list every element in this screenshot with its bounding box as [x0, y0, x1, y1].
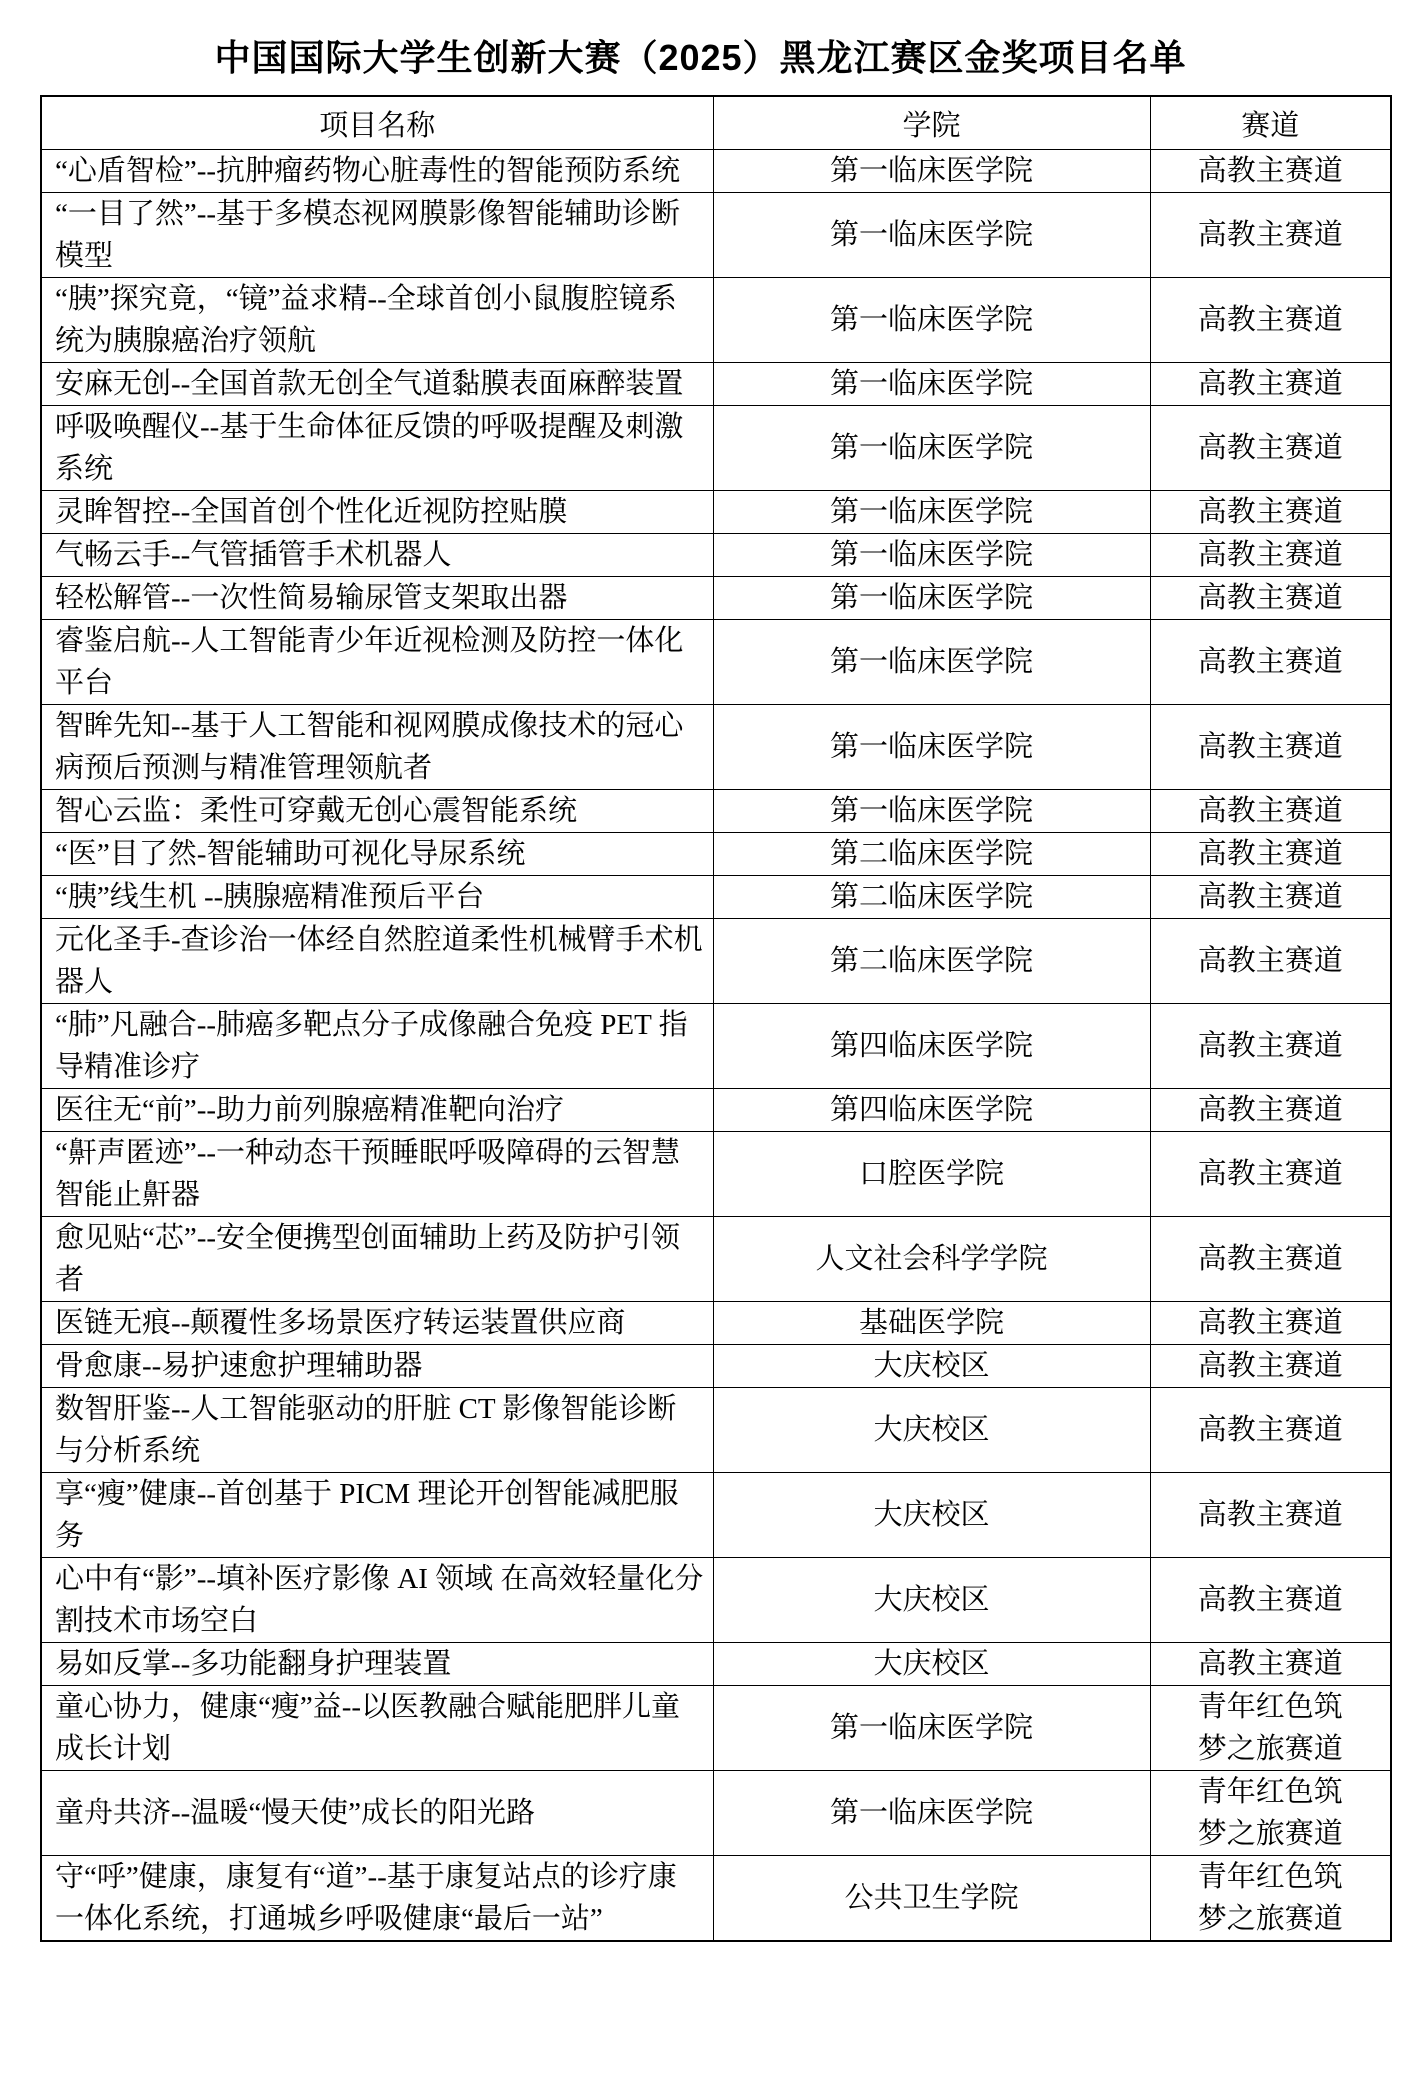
project-name-cell: 童心协力，健康“瘦”益--以医教融合赋能肥胖儿童成长计划 — [41, 1686, 713, 1771]
track-cell: 高教主赛道 — [1150, 790, 1391, 833]
column-header-track: 赛道 — [1150, 96, 1391, 150]
project-name-cell: 童舟共济--温暖“慢天使”成长的阳光路 — [41, 1771, 713, 1856]
project-name-cell: 灵眸智控--全国首创个性化近视防控贴膜 — [41, 491, 713, 534]
project-name-cell: 易如反掌--多功能翻身护理装置 — [41, 1643, 713, 1686]
track-cell: 高教主赛道 — [1150, 193, 1391, 278]
project-name-cell: 享“瘦”健康--首创基于 PICM 理论开创智能减肥服务 — [41, 1473, 713, 1558]
table-row — [41, 1771, 1391, 1856]
table-row — [41, 406, 1391, 491]
track-cell: 高教主赛道 — [1150, 363, 1391, 406]
project-name-cell: “胰”探究竟，“镜”益求精--全球首创小鼠腹腔镜系统为胰腺癌治疗领航 — [41, 278, 713, 363]
project-name-cell: “胰”线生机 --胰腺癌精准预后平台 — [41, 876, 713, 919]
table-row — [41, 1856, 1391, 1942]
college-cell: 第一临床医学院 — [713, 1771, 1150, 1856]
project-name-cell: “一目了然”--基于多模态视网膜影像智能辅助诊断模型 — [41, 193, 713, 278]
college-cell: 第二临床医学院 — [713, 833, 1150, 876]
project-name-cell: “鼾声匿迹”--一种动态干预睡眠呼吸障碍的云智慧智能止鼾器 — [41, 1132, 713, 1217]
project-name-cell: “医”目了然-智能辅助可视化导尿系统 — [41, 833, 713, 876]
track-cell: 高教主赛道 — [1150, 1643, 1391, 1686]
college-cell: 大庆校区 — [713, 1643, 1150, 1686]
college-cell: 大庆校区 — [713, 1558, 1150, 1643]
track-cell: 高教主赛道 — [1150, 278, 1391, 363]
table-row — [41, 620, 1391, 705]
track-cell: 高教主赛道 — [1150, 406, 1391, 491]
column-header-college: 学院 — [713, 96, 1150, 150]
column-header-project-name: 项目名称 — [41, 96, 713, 150]
college-cell: 第一临床医学院 — [713, 278, 1150, 363]
college-cell: 公共卫生学院 — [713, 1856, 1150, 1942]
project-name-cell: 守“呼”健康，康复有“道”--基于康复站点的诊疗康一体化系统，打通城乡呼吸健康“最后一站” — [41, 1856, 713, 1942]
table-row — [41, 1686, 1391, 1771]
college-cell: 第四临床医学院 — [713, 1089, 1150, 1132]
track-cell: 高教主赛道 — [1150, 1004, 1391, 1089]
track-cell: 高教主赛道 — [1150, 833, 1391, 876]
project-name-cell: 安麻无创--全国首款无创全气道黏膜表面麻醉装置 — [41, 363, 713, 406]
college-cell: 第一临床医学院 — [713, 790, 1150, 833]
table-row — [41, 919, 1391, 1004]
track-cell: 高教主赛道 — [1150, 1473, 1391, 1558]
college-cell: 第一临床医学院 — [713, 577, 1150, 620]
project-name-cell: “心盾智检”--抗肿瘤药物心脏毒性的智能预防系统 — [41, 150, 713, 193]
project-name-cell: 智眸先知--基于人工智能和视网膜成像技术的冠心病预后预测与精准管理领航者 — [41, 705, 713, 790]
track-cell: 高教主赛道 — [1150, 577, 1391, 620]
project-name-cell: 智心云监：柔性可穿戴无创心震智能系统 — [41, 790, 713, 833]
project-name-cell: 医往无“前”--助力前列腺癌精准靶向治疗 — [41, 1089, 713, 1132]
track-cell: 青年红色筑梦之旅赛道 — [1150, 1771, 1391, 1856]
track-cell: 高教主赛道 — [1150, 1302, 1391, 1345]
table-row — [41, 1217, 1391, 1302]
table-row — [41, 1089, 1391, 1132]
track-cell: 高教主赛道 — [1150, 620, 1391, 705]
college-cell: 第一临床医学院 — [713, 363, 1150, 406]
college-cell: 大庆校区 — [713, 1388, 1150, 1473]
college-cell: 大庆校区 — [713, 1473, 1150, 1558]
table-row — [41, 278, 1391, 363]
awards-table — [40, 95, 1392, 1942]
table-row — [41, 363, 1391, 406]
table-row — [41, 1132, 1391, 1217]
college-cell: 第四临床医学院 — [713, 1004, 1150, 1089]
track-cell: 高教主赛道 — [1150, 876, 1391, 919]
track-cell: 高教主赛道 — [1150, 1388, 1391, 1473]
table-row — [41, 534, 1391, 577]
college-cell: 第一临床医学院 — [713, 406, 1150, 491]
table-row — [41, 705, 1391, 790]
header-row — [41, 96, 1391, 150]
project-name-cell: 轻松解管--一次性简易输尿管支架取出器 — [41, 577, 713, 620]
college-cell: 第一临床医学院 — [713, 193, 1150, 278]
college-cell: 基础医学院 — [713, 1302, 1150, 1345]
table-row — [41, 876, 1391, 919]
project-name-cell: “肺”凡融合--肺癌多靶点分子成像融合免疫 PET 指导精准诊疗 — [41, 1004, 713, 1089]
college-cell: 大庆校区 — [713, 1345, 1150, 1388]
track-cell: 青年红色筑梦之旅赛道 — [1150, 1686, 1391, 1771]
track-cell: 高教主赛道 — [1150, 534, 1391, 577]
college-cell: 口腔医学院 — [713, 1132, 1150, 1217]
project-name-cell: 气畅云手--气管插管手术机器人 — [41, 534, 713, 577]
college-cell: 第一临床医学院 — [713, 534, 1150, 577]
track-cell: 高教主赛道 — [1150, 705, 1391, 790]
college-cell: 第一临床医学院 — [713, 705, 1150, 790]
table-row — [41, 1643, 1391, 1686]
track-cell: 高教主赛道 — [1150, 1217, 1391, 1302]
project-name-cell: 医链无痕--颠覆性多场景医疗转运装置供应商 — [41, 1302, 713, 1345]
track-cell: 青年红色筑梦之旅赛道 — [1150, 1856, 1391, 1942]
table-row — [41, 1302, 1391, 1345]
table-row — [41, 1388, 1391, 1473]
track-cell: 高教主赛道 — [1150, 1345, 1391, 1388]
page-title: 中国国际大学生创新大赛（2025）黑龙江赛区金奖项目名单 — [214, 37, 1187, 78]
college-cell: 第一临床医学院 — [713, 1686, 1150, 1771]
project-name-cell: 睿鉴启航--人工智能青少年近视检测及防控一体化平台 — [41, 620, 713, 705]
table-row — [41, 491, 1391, 534]
table-row — [41, 1004, 1391, 1089]
college-cell: 第一临床医学院 — [713, 620, 1150, 705]
awards-table-body — [41, 150, 1391, 1942]
project-name-cell: 心中有“影”--填补医疗影像 AI 领域 在高效轻量化分割技术市场空白 — [41, 1558, 713, 1643]
table-row — [41, 790, 1391, 833]
track-cell: 高教主赛道 — [1150, 1558, 1391, 1643]
track-cell: 高教主赛道 — [1150, 491, 1391, 534]
table-row — [41, 1558, 1391, 1643]
college-cell: 人文社会科学学院 — [713, 1217, 1150, 1302]
table-row — [41, 1473, 1391, 1558]
college-cell: 第二临床医学院 — [713, 876, 1150, 919]
track-cell: 高教主赛道 — [1150, 1089, 1391, 1132]
table-row — [41, 833, 1391, 876]
project-name-cell: 愈见贴“芯”--安全便携型创面辅助上药及防护引领者 — [41, 1217, 713, 1302]
table-row — [41, 577, 1391, 620]
table-row — [41, 1345, 1391, 1388]
project-name-cell: 骨愈康--易护速愈护理辅助器 — [41, 1345, 713, 1388]
table-row — [41, 193, 1391, 278]
track-cell: 高教主赛道 — [1150, 1132, 1391, 1217]
track-cell: 高教主赛道 — [1150, 919, 1391, 1004]
track-cell: 高教主赛道 — [1150, 150, 1391, 193]
college-cell: 第二临床医学院 — [713, 919, 1150, 1004]
table-row — [41, 150, 1391, 193]
college-cell: 第一临床医学院 — [713, 150, 1150, 193]
project-name-cell: 数智肝鉴--人工智能驱动的肝脏 CT 影像智能诊断与分析系统 — [41, 1388, 713, 1473]
project-name-cell: 呼吸唤醒仪--基于生命体征反馈的呼吸提醒及刺激系统 — [41, 406, 713, 491]
project-name-cell: 元化圣手-查诊治一体经自然腔道柔性机械臂手术机器人 — [41, 919, 713, 1004]
college-cell: 第一临床医学院 — [713, 491, 1150, 534]
